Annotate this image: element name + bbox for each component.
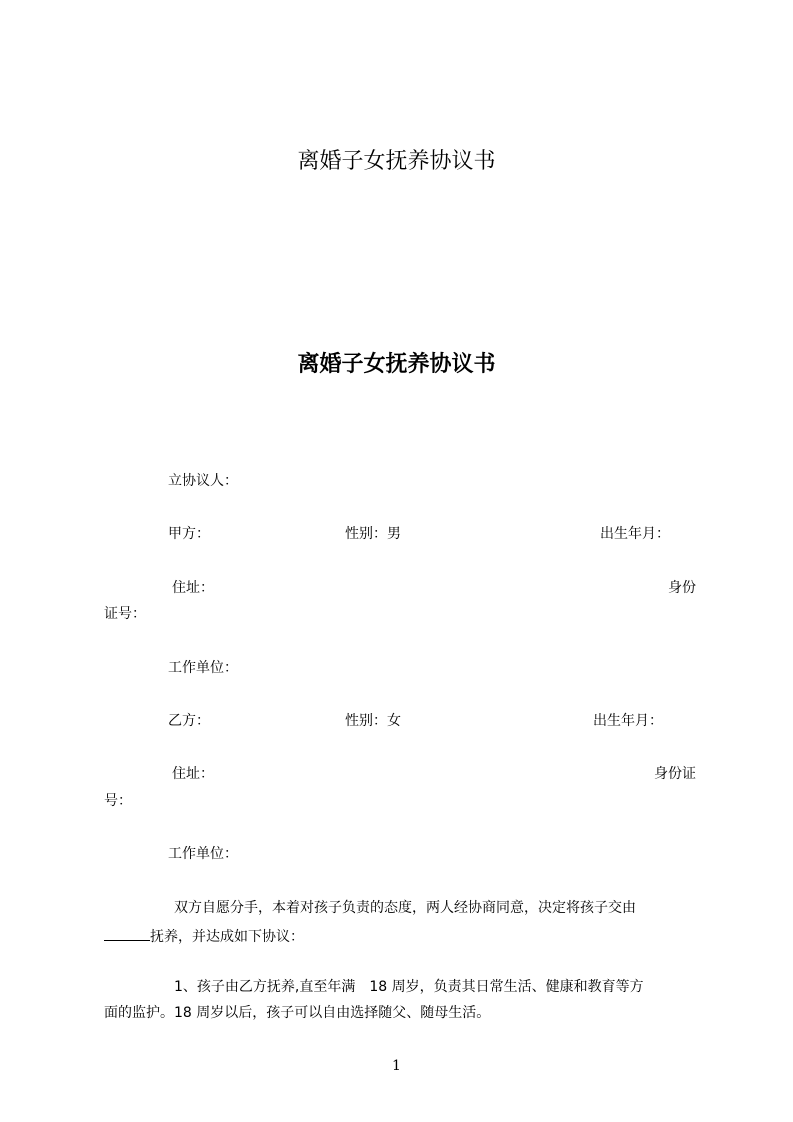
agreement-para1-suffix: 抚养，并达成如下协议： [150,929,304,945]
header-title: 离婚子女抚养协议书 [297,149,496,174]
party-b-gender: 性别：女 [345,713,401,729]
agreement-para1-line2 [104,927,304,944]
party-a-id-label-part1: 身份 [668,580,696,596]
party-a-work: 工作单位： [168,660,238,676]
party-b-id-label-part1: 身份证 [654,766,696,782]
document-title: 离婚子女抚养协议书 [297,352,496,377]
party-b-address: 住址： [172,766,214,782]
agreement-para1-line1: 双方自愿分手，本着对孩子负责的态度，两人经协商同意，决定将孩子交由 [174,900,636,916]
party-b-birth: 出生年月： [593,713,663,729]
custodian-blank [104,927,150,941]
party-a-id-label-part2: 证号： [104,606,146,622]
party-b-id-label-part2: 号： [104,793,132,809]
clause-1-line1: 1、孩子由乙方抚养,直至年满 18 周岁，负责其日常生活、健康和教育等方 [174,979,644,995]
parties-intro: 立协议人： [168,473,238,489]
party-a-label: 甲方： [168,526,210,542]
party-a-birth: 出生年月： [600,526,670,542]
party-a-gender: 性别：男 [345,526,401,542]
party-b-label: 乙方： [168,713,210,729]
clause-1-line2: 面的监护。18 周岁以后，孩子可以自由选择随父、随母生活。 [104,1005,491,1021]
party-b-work: 工作单位： [168,846,238,862]
page-number: 1 [392,1058,401,1074]
party-a-address: 住址： [172,580,214,596]
